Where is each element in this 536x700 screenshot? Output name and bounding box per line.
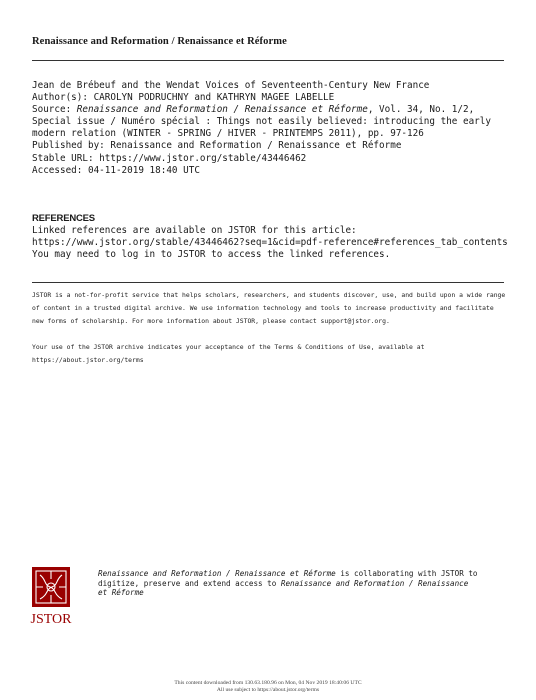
download-info: This content downloaded from 130.63.180.96 on Mon, 04 Nov 2019 18:40:06 UTC (174, 680, 362, 686)
jstor-logo-pattern (36, 571, 66, 603)
journal-title: Renaissance and Reformation / Renaissance et Réforme (32, 36, 287, 47)
references-link[interactable]: https://www.jstor.org/stable/43446462?seq=1&cid=pdf-reference#references_tab_contents (32, 237, 508, 249)
source-journal: Renaissance and Reformation / Renaissance et Réforme (76, 104, 368, 116)
terms-link[interactable]: All use subject to https://about.jstor.org/terms (216, 687, 320, 693)
jstor-wordmark: JSTOR (30, 612, 72, 627)
download-footer (0, 680, 536, 694)
article-authors: Author(s): CAROLYN PODRUCHNY and KATHRYN MAGEE LABELLE (32, 92, 335, 104)
references-heading: REFERENCES (32, 213, 95, 224)
references-divider (32, 282, 504, 283)
jstor-about-paragraph: JSTOR is a not-for-profit service that helps scholars, researchers, and students discover, use, and build upon a wide range of content in a trusted digital archive. We use information technology and tools to increase productivity and facilitate new forms of scholarship. For more information about JSTOR, please contact support@jstor.org. (32, 291, 506, 325)
references-section (32, 213, 508, 261)
article-source: Source: Renaissance and Reformation / Renaissance et Réforme, Vol. 34, No. 1/2, Special issue / Numéro spécial : Things not easily believed: introducing the early modern relation (WINTER - SPRING / HIVER - PRINTEMPS 2011), pp. 97-126 (32, 104, 491, 140)
references-login-note: You may need to log in to JSTOR to access the linked references. (32, 249, 391, 261)
stable-url[interactable]: Stable URL: https://www.jstor.org/stable/43446462 (32, 152, 307, 164)
header-divider (32, 60, 504, 61)
article-metadata (32, 80, 508, 177)
jstor-terms-paragraph: Your use of the JSTOR archive indicates your acceptance of the Terms & Conditions of Use, available at https://about.jstor.org/terms (32, 343, 425, 364)
article-title: Jean de Brébeuf and the Wendat Voices of Seventeenth-Century New France (32, 80, 430, 91)
article-publisher: Published by: Renaissance and Reformation / Renaissance et Réforme (32, 140, 402, 152)
jstor-notice (32, 289, 506, 367)
references-intro: Linked references are available on JSTOR for this article: (32, 225, 357, 237)
jstor-logo (30, 567, 72, 627)
accessed-date: Accessed: 04-11-2019 18:40 UTC (32, 164, 200, 176)
collaboration-statement: Renaissance and Reformation / Renaissance et Réforme is collaborating with JSTOR to digitize, preserve and extend access to Renaissance and Reformation / Renaissance et Réforme (98, 569, 478, 598)
